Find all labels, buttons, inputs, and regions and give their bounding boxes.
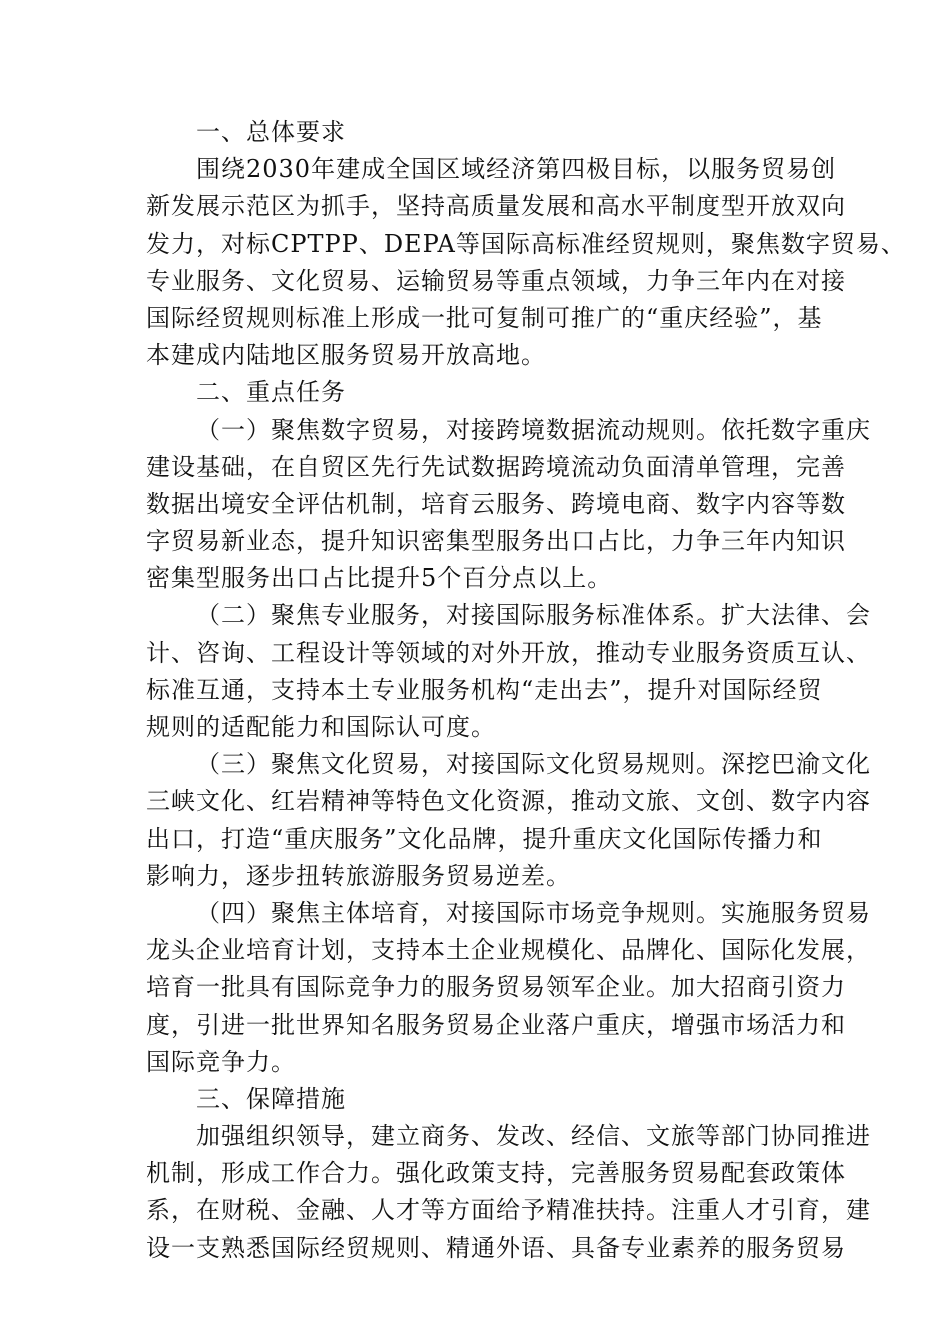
- text-line: 设一支熟悉国际经贸规则、精通外语、具备专业素养的服务贸易: [146, 1233, 846, 1262]
- text-line: 系，在财税、金融、人才等方面给予精准扶持。注重人才引育，建: [146, 1196, 871, 1225]
- text-line: 规则的适配能力和国际认可度。: [146, 713, 496, 741]
- text-line: 围绕2030年建成全国区域经济第四极目标，以服务贸易创: [196, 155, 837, 184]
- text-line: 本建成内陆地区服务贸易开放高地。: [146, 341, 546, 370]
- text-line: 二、重点任务: [196, 378, 346, 407]
- text-line: 新发展示范区为抓手，坚持高质量发展和高水平制度型开放双向: [146, 192, 846, 221]
- text-line: （二）聚焦专业服务，对接国际服务标准体系。扩大法律、会: [196, 601, 871, 630]
- text-line: 国际竞争力。: [146, 1047, 296, 1076]
- text-line: 标准互通，支持本土专业服务机构“走出去”，提升对国际经贸: [146, 675, 823, 704]
- text-line: 出口，打造“重庆服务”文化品牌，提升重庆文化国际传播力和: [146, 824, 823, 853]
- text-line: 一、总体要求: [196, 118, 346, 146]
- text-line: 字贸易新业态，提升知识密集型服务出口占比，力争三年内知识: [146, 527, 846, 556]
- text-line: （三）聚焦文化贸易，对接国际文化贸易规则。深挖巴渝文化: [196, 750, 871, 779]
- text-line: 龙头企业培育计划，支持本土企业规模化、品牌化、国际化发展，: [146, 936, 871, 965]
- text-line: 机制，形成工作合力。强化政策支持，完善服务贸易配套政策体: [146, 1159, 846, 1188]
- text-line: 培育一批具有国际竞争力的服务贸易领军企业。加大招商引资力: [146, 973, 846, 1002]
- text-line: （一）聚焦数字贸易，对接跨境数据流动规则。依托数字重庆: [196, 415, 871, 444]
- text-line: 计、咨询、工程设计等领域的对外开放，推动专业服务资质互认、: [146, 638, 871, 667]
- text-line: 数据出境安全评估机制，培育云服务、跨境电商、数字内容等数: [146, 489, 846, 518]
- text-line: （四）聚焦主体培育，对接国际市场竞争规则。实施服务贸易: [196, 898, 871, 927]
- text-line: 度，引进一批世界知名服务贸易企业落户重庆，增强市场活力和: [146, 1010, 846, 1039]
- text-line: 影响力，逐步扭转旅游服务贸易逆差。: [146, 861, 571, 890]
- text-line: 加强组织领导，建立商务、发改、经信、文旅等部门协同推进: [196, 1122, 871, 1151]
- text-line: 国际经贸规则标准上形成一批可复制可推广的“重庆经验”，基: [146, 303, 823, 332]
- text-line: 三、保障措施: [196, 1084, 346, 1113]
- text-line: 密集型服务出口占比提升5个百分点以上。: [146, 564, 613, 593]
- text-line: 发力，对标CPTPP、DEPA等国际高标准经贸规则，聚焦数字贸易、: [146, 229, 906, 258]
- text-line: 专业服务、文化贸易、运输贸易等重点领域，力争三年内在对接: [146, 266, 846, 295]
- text-line: 建设基础，在自贸区先行先试数据跨境流动负面清单管理，完善: [146, 452, 846, 481]
- text-line: 三峡文化、红岩精神等特色文化资源，推动文旅、文创、数字内容: [146, 787, 871, 816]
